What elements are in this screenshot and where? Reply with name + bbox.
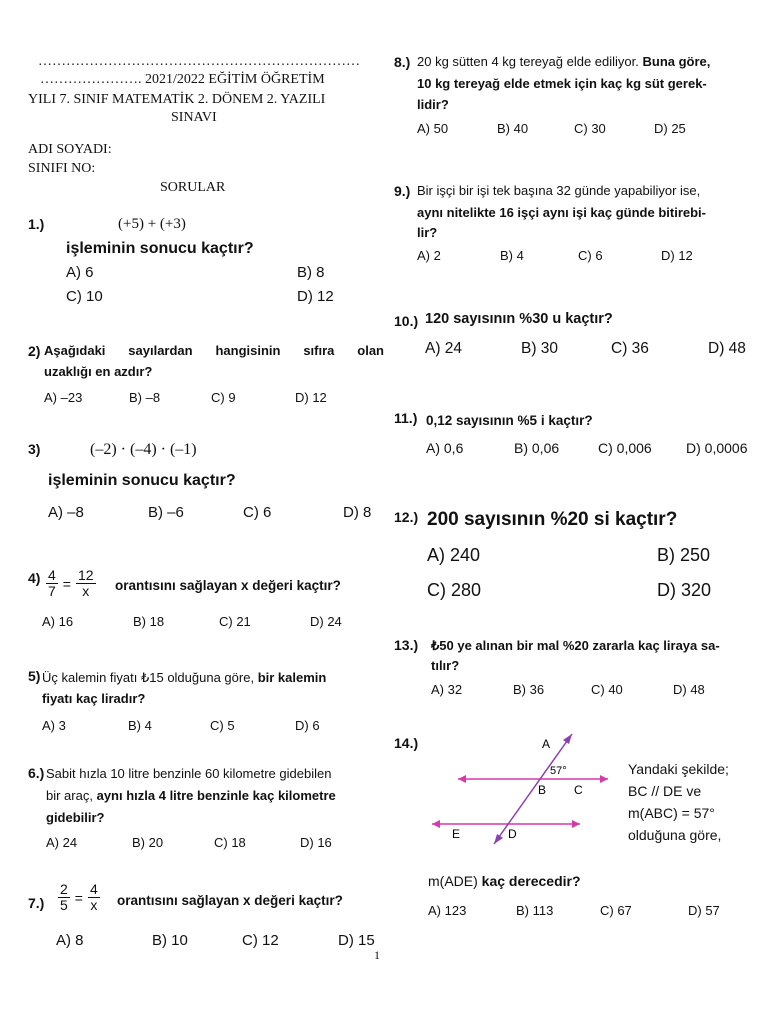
q14-option-a[interactable]: A) 123 bbox=[428, 903, 467, 918]
q13-option-d[interactable]: D) 48 bbox=[673, 682, 705, 697]
q12-text: 200 sayısının %20 si kaçtır? bbox=[427, 509, 678, 530]
q8-option-a[interactable]: A) 50 bbox=[417, 121, 449, 136]
q5-option-a[interactable]: A) 3 bbox=[42, 718, 66, 733]
q4-option-b[interactable]: B) 18 bbox=[133, 614, 165, 629]
q9-text-line1: Bir işçi bir işi tek başına 32 günde yapabiliyor ise, bbox=[417, 183, 701, 198]
q3-text: işleminin sonucu kaçtır? bbox=[48, 472, 236, 489]
q4-option-d[interactable]: D) 24 bbox=[310, 614, 342, 629]
q4-frac1-denominator: 7 bbox=[48, 583, 56, 599]
q7-fraction-left bbox=[58, 882, 70, 913]
q14-label-angle: 57° bbox=[550, 765, 567, 777]
q8-option-c[interactable]: C) 30 bbox=[574, 121, 606, 136]
q7-frac1-numerator: 2 bbox=[60, 881, 68, 897]
q7-number: 7.) bbox=[28, 895, 45, 911]
q4-frac2-numerator: 12 bbox=[77, 567, 94, 583]
q14-option-c[interactable]: C) 67 bbox=[600, 903, 632, 918]
q13-option-c[interactable]: C) 40 bbox=[591, 682, 623, 697]
q14-transversal bbox=[494, 734, 572, 844]
header-line2-text: 2021/2022 EĞİTİM ÖĞRETİM bbox=[145, 72, 325, 87]
q3-option-c[interactable]: C) 6 bbox=[243, 504, 272, 521]
q2-option-d[interactable]: D) 12 bbox=[295, 390, 327, 405]
q8-option-b[interactable]: B) 40 bbox=[497, 121, 529, 136]
q14-arrow-bc-right bbox=[600, 775, 608, 783]
q12-option-d[interactable]: D) 320 bbox=[657, 580, 712, 600]
q7-option-a[interactable]: A) 8 bbox=[56, 932, 84, 949]
q5-option-c[interactable]: C) 5 bbox=[210, 718, 235, 733]
q14-number: 14.) bbox=[394, 735, 419, 751]
header-dots: …………………………………………………………… bbox=[38, 54, 360, 69]
q1-option-d[interactable]: D) 12 bbox=[297, 288, 334, 305]
q6-text-line1: Sabit hızla 10 litre benzinle 60 kilometre gidebilen bbox=[46, 766, 332, 781]
q2-text-line1: Aşağıdaki sayılardan hangisinin sıfıra olan bbox=[44, 343, 384, 358]
q4-frac1-numerator: 4 bbox=[48, 567, 56, 583]
q9-option-c[interactable]: C) 6 bbox=[578, 248, 603, 263]
q14-arrow-transversal-top bbox=[563, 734, 572, 744]
q6-text-c: aynı hızla 4 litre benzinle kaç kilometre bbox=[96, 788, 336, 803]
q5-text-line2: fiyatı kaç liradır? bbox=[42, 691, 146, 706]
q1-text: işleminin sonucu kaçtır? bbox=[66, 240, 254, 257]
q14-label-c: C bbox=[574, 783, 583, 797]
q14-geometry-figure bbox=[428, 730, 618, 848]
q13-option-a[interactable]: A) 32 bbox=[431, 682, 463, 697]
q12-option-c[interactable]: C) 280 bbox=[427, 580, 482, 600]
q14-arrow-bc-left bbox=[458, 775, 466, 783]
q6-number: 6.) bbox=[28, 765, 45, 781]
q12-number: 12.) bbox=[394, 509, 419, 525]
q7-frac2-numerator: 4 bbox=[89, 881, 98, 897]
page-number: 1 bbox=[374, 948, 380, 962]
q5-text-a: Üç kalemin fiyatı ₺15 olduğuna göre, bbox=[42, 670, 255, 685]
q9-option-b[interactable]: B) 4 bbox=[500, 248, 524, 263]
q5-option-d[interactable]: D) 6 bbox=[295, 718, 320, 733]
q5-text-line1 bbox=[42, 668, 326, 688]
q7-frac1-denominator: 5 bbox=[60, 897, 68, 913]
q2-option-c[interactable]: C) 9 bbox=[211, 390, 236, 405]
q4-option-c[interactable]: C) 21 bbox=[219, 614, 251, 629]
q4-fraction-left bbox=[46, 568, 58, 599]
q1-expression: (+5) + (+3) bbox=[118, 216, 186, 232]
q8-text-line3: lidir? bbox=[417, 97, 449, 112]
q14-option-d[interactable]: D) 57 bbox=[688, 903, 720, 918]
q7-frac2-denominator: x bbox=[90, 897, 98, 913]
q6-option-b[interactable]: B) 20 bbox=[132, 835, 164, 850]
q4-proportion bbox=[44, 568, 98, 599]
q14-arrow-de-right bbox=[572, 820, 580, 828]
q8-number: 8.) bbox=[394, 54, 411, 70]
q4-number: 4) bbox=[28, 570, 41, 586]
q7-equals: = bbox=[74, 889, 83, 906]
q5-option-b[interactable]: B) 4 bbox=[128, 718, 152, 733]
q7-option-c[interactable]: C) 12 bbox=[242, 932, 279, 949]
q11-option-d[interactable]: D) 0,0006 bbox=[686, 440, 748, 456]
q8-text-line2: 10 kg tereyağ elde etmek için kaç kg süt gerek- bbox=[417, 76, 707, 91]
q2-text-line2: uzaklığı en azdır? bbox=[44, 364, 153, 379]
q12-option-a[interactable]: A) 240 bbox=[427, 545, 481, 565]
q14-description bbox=[628, 758, 729, 846]
q2-number: 2) bbox=[28, 343, 41, 359]
q14-label-d: D bbox=[508, 827, 517, 841]
q10-option-b[interactable]: B) 30 bbox=[521, 340, 559, 357]
q3-option-a[interactable]: A) –8 bbox=[48, 504, 84, 521]
q5-text-b: bir kalemin bbox=[257, 670, 327, 685]
q9-text-line2: aynı nitelikte 16 işçi aynı işi kaç günde bitirebi- bbox=[417, 205, 706, 220]
class-label: SINIFI NO: bbox=[28, 161, 96, 176]
q1-number: 1.) bbox=[28, 216, 45, 232]
q13-text-line1: ₺50 ye alınan bir mal %20 zararla kaç liraya sa- bbox=[431, 638, 720, 653]
q8-option-d[interactable]: D) 25 bbox=[654, 121, 686, 136]
q14-label-e: E bbox=[452, 827, 461, 841]
q14-arrow-transversal-bottom bbox=[494, 834, 503, 844]
q1-option-a[interactable]: A) 6 bbox=[66, 264, 94, 281]
q3-option-d[interactable]: D) 8 bbox=[343, 504, 372, 521]
q14-desc-line1: Yandaki şekilde; bbox=[628, 761, 729, 777]
q4-frac2-denominator: x bbox=[82, 583, 90, 599]
q10-number: 10.) bbox=[394, 313, 419, 329]
q8-text-a: 20 kg sütten 4 kg tereyağ elde ediliyor. bbox=[417, 54, 639, 69]
q5-number: 5) bbox=[28, 668, 41, 684]
section-title: SORULAR bbox=[160, 180, 226, 195]
q10-text: 120 sayısının %30 u kaçtır? bbox=[425, 311, 613, 327]
q11-text: 0,12 sayısının %5 i kaçtır? bbox=[426, 413, 593, 428]
q14-label-b: B bbox=[538, 783, 547, 797]
q2-option-b[interactable]: B) –8 bbox=[129, 390, 161, 405]
q6-option-c[interactable]: C) 18 bbox=[214, 835, 246, 850]
q7-text: orantısını sağlayan x değeri kaçtır? bbox=[117, 893, 343, 908]
header-line4: SINAVI bbox=[171, 110, 217, 125]
q1-option-c[interactable]: C) 10 bbox=[66, 288, 103, 305]
q9-text-line3: lir? bbox=[417, 225, 438, 240]
q7-option-b[interactable]: B) 10 bbox=[152, 932, 188, 949]
q14-label-a: A bbox=[542, 737, 551, 751]
header-line3: YILI 7. SINIF MATEMATİK 2. DÖNEM 2. YAZILI bbox=[28, 92, 326, 107]
q1-option-b[interactable]: B) 8 bbox=[297, 264, 325, 281]
q6-option-d[interactable]: D) 16 bbox=[300, 835, 332, 850]
q14-desc-line4: olduğuna göre, bbox=[628, 827, 722, 843]
q8-text-line1 bbox=[417, 52, 710, 72]
q9-option-d[interactable]: D) 12 bbox=[661, 248, 693, 263]
q13-text-line2: tılır? bbox=[431, 658, 460, 673]
q14-arrow-de-left bbox=[432, 820, 440, 828]
q6-text-b: bir araç, bbox=[46, 788, 93, 803]
q7-fraction-right bbox=[88, 882, 100, 913]
q12-option-b[interactable]: B) 250 bbox=[657, 545, 711, 565]
q14-question bbox=[428, 873, 581, 889]
q11-option-b[interactable]: B) 0,06 bbox=[514, 440, 560, 456]
q6-text-line2 bbox=[46, 786, 336, 806]
q9-option-a[interactable]: A) 2 bbox=[417, 248, 441, 263]
q11-option-c[interactable]: C) 0,006 bbox=[598, 440, 652, 456]
q14-desc-line3: m(ABC) = 57° bbox=[628, 805, 715, 821]
q7-proportion bbox=[56, 882, 102, 913]
q14-ask-text: kaç derecedir? bbox=[481, 873, 581, 889]
header-line2 bbox=[40, 72, 325, 88]
q11-number: 11.) bbox=[394, 410, 418, 426]
q10-option-c[interactable]: C) 36 bbox=[611, 340, 649, 357]
q10-option-a[interactable]: A) 24 bbox=[425, 340, 463, 357]
q14-option-b[interactable]: B) 113 bbox=[516, 903, 554, 918]
q3-option-b[interactable]: B) –6 bbox=[148, 504, 184, 521]
q9-number: 9.) bbox=[394, 183, 411, 199]
q7-option-d[interactable]: D) 15 bbox=[338, 932, 375, 949]
name-label: ADI SOYADI: bbox=[28, 142, 112, 157]
q3-expression: (–2) · (–4) · (–1) bbox=[90, 441, 197, 458]
header-line2-dots: …………………. bbox=[40, 72, 142, 87]
q13-option-b[interactable]: B) 36 bbox=[513, 682, 545, 697]
q14-desc-line2: BC // DE ve bbox=[628, 783, 702, 799]
q6-option-a[interactable]: A) 24 bbox=[46, 835, 78, 850]
q11-option-a[interactable]: A) 0,6 bbox=[426, 440, 464, 456]
q13-number: 13.) bbox=[394, 637, 419, 653]
q8-text-b: Buna göre, bbox=[642, 54, 711, 69]
q3-number: 3) bbox=[28, 441, 41, 457]
q4-fraction-right bbox=[76, 568, 96, 599]
q10-option-d[interactable]: D) 48 bbox=[708, 340, 746, 357]
q4-option-a[interactable]: A) 16 bbox=[42, 614, 74, 629]
q6-text-line3: gidebilir? bbox=[46, 810, 105, 825]
q4-text: orantısını sağlayan x değeri kaçtır? bbox=[115, 578, 341, 593]
q14-ask-angle: m(ADE) bbox=[428, 873, 478, 889]
q2-option-a[interactable]: A) –23 bbox=[44, 390, 83, 405]
q4-equals: = bbox=[62, 575, 71, 592]
